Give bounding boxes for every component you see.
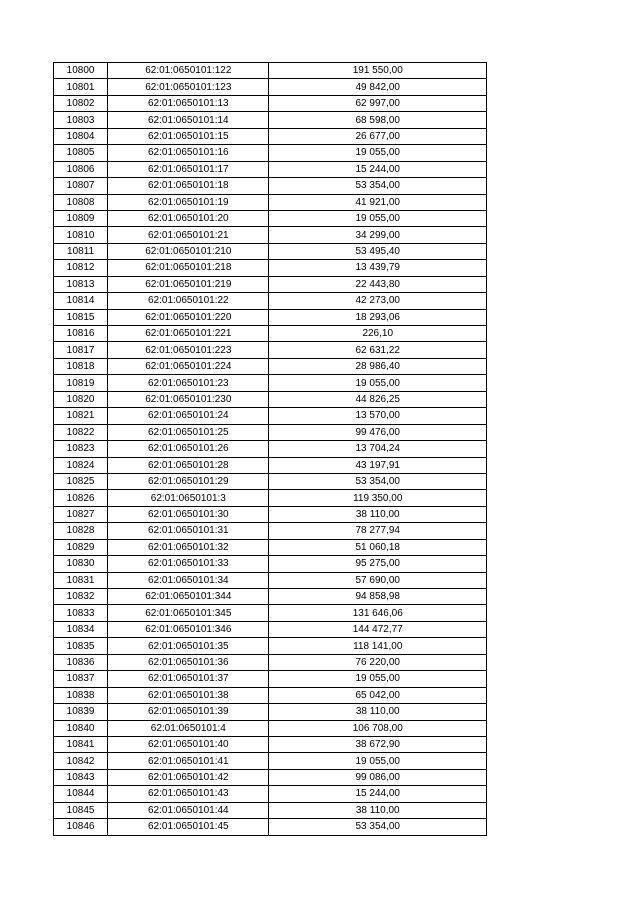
row-number-cell: 10844 xyxy=(54,786,108,802)
cadastral-number-cell: 62:01:0650101:210 xyxy=(108,243,269,259)
value-cell: 191 550,00 xyxy=(269,63,487,79)
value-cell: 226,10 xyxy=(269,326,487,342)
table-row xyxy=(54,523,487,539)
cadastral-number-cell: 62:01:0650101:344 xyxy=(108,589,269,605)
cadastral-number-cell: 62:01:0650101:122 xyxy=(108,63,269,79)
cadastral-number-cell: 62:01:0650101:44 xyxy=(108,802,269,818)
cadastral-number-cell: 62:01:0650101:36 xyxy=(108,654,269,670)
table-row xyxy=(54,473,487,489)
row-number-cell: 10829 xyxy=(54,539,108,555)
cadastral-number-cell: 62:01:0650101:16 xyxy=(108,145,269,161)
value-cell: 99 476,00 xyxy=(269,424,487,440)
value-cell: 22 443,80 xyxy=(269,276,487,292)
row-number-cell: 10842 xyxy=(54,753,108,769)
cadastral-number-cell: 62:01:0650101:42 xyxy=(108,769,269,785)
table-row xyxy=(54,391,487,407)
row-number-cell: 10834 xyxy=(54,621,108,637)
row-number-cell: 10820 xyxy=(54,391,108,407)
table-row xyxy=(54,786,487,802)
row-number-cell: 10814 xyxy=(54,293,108,309)
row-number-cell: 10804 xyxy=(54,128,108,144)
value-cell: 38 110,00 xyxy=(269,704,487,720)
row-number-cell: 10836 xyxy=(54,654,108,670)
table-row xyxy=(54,309,487,325)
value-cell: 95 275,00 xyxy=(269,556,487,572)
row-number-cell: 10823 xyxy=(54,441,108,457)
table-row xyxy=(54,539,487,555)
value-cell: 38 110,00 xyxy=(269,506,487,522)
value-cell: 34 299,00 xyxy=(269,227,487,243)
row-number-cell: 10821 xyxy=(54,408,108,424)
row-number-cell: 10835 xyxy=(54,638,108,654)
table-row xyxy=(54,375,487,391)
row-number-cell: 10825 xyxy=(54,473,108,489)
value-cell: 65 042,00 xyxy=(269,687,487,703)
value-cell: 131 646,06 xyxy=(269,605,487,621)
table-row xyxy=(54,227,487,243)
row-number-cell: 10837 xyxy=(54,671,108,687)
row-number-cell: 10815 xyxy=(54,309,108,325)
row-number-cell: 10830 xyxy=(54,556,108,572)
cadastral-number-cell: 62:01:0650101:45 xyxy=(108,819,269,835)
cadastral-number-cell: 62:01:0650101:18 xyxy=(108,178,269,194)
table-row xyxy=(54,210,487,226)
value-cell: 76 220,00 xyxy=(269,654,487,670)
value-cell: 78 277,94 xyxy=(269,523,487,539)
row-number-cell: 10807 xyxy=(54,178,108,194)
table-row xyxy=(54,605,487,621)
value-cell: 53 354,00 xyxy=(269,819,487,835)
row-number-cell: 10803 xyxy=(54,112,108,128)
row-number-cell: 10824 xyxy=(54,457,108,473)
row-number-cell: 10832 xyxy=(54,589,108,605)
cadastral-number-cell: 62:01:0650101:31 xyxy=(108,523,269,539)
row-number-cell: 10813 xyxy=(54,276,108,292)
value-cell: 19 055,00 xyxy=(269,145,487,161)
table-row xyxy=(54,638,487,654)
row-number-cell: 10841 xyxy=(54,736,108,752)
table-row xyxy=(54,194,487,210)
table-row xyxy=(54,243,487,259)
table-row xyxy=(54,178,487,194)
table-row xyxy=(54,621,487,637)
value-cell: 53 354,00 xyxy=(269,178,487,194)
cadastral-number-cell: 62:01:0650101:4 xyxy=(108,720,269,736)
table-row xyxy=(54,358,487,374)
cadastral-number-cell: 62:01:0650101:24 xyxy=(108,408,269,424)
value-cell: 28 986,40 xyxy=(269,358,487,374)
cadastral-number-cell: 62:01:0650101:32 xyxy=(108,539,269,555)
value-cell: 118 141,00 xyxy=(269,638,487,654)
cadastral-number-cell: 62:01:0650101:218 xyxy=(108,260,269,276)
row-number-cell: 10816 xyxy=(54,326,108,342)
row-number-cell: 10822 xyxy=(54,424,108,440)
value-cell: 13 704,24 xyxy=(269,441,487,457)
table-row xyxy=(54,408,487,424)
row-number-cell: 10805 xyxy=(54,145,108,161)
value-cell: 19 055,00 xyxy=(269,753,487,769)
table-row xyxy=(54,63,487,79)
row-number-cell: 10811 xyxy=(54,243,108,259)
cadastral-number-cell: 62:01:0650101:345 xyxy=(108,605,269,621)
cadastral-number-cell: 62:01:0650101:39 xyxy=(108,704,269,720)
value-cell: 15 244,00 xyxy=(269,161,487,177)
value-cell: 44 826,25 xyxy=(269,391,487,407)
cadastral-number-cell: 62:01:0650101:17 xyxy=(108,161,269,177)
row-number-cell: 10846 xyxy=(54,819,108,835)
table-row xyxy=(54,441,487,457)
table-body xyxy=(54,63,487,836)
row-number-cell: 10818 xyxy=(54,358,108,374)
table-row xyxy=(54,457,487,473)
cadastral-number-cell: 62:01:0650101:22 xyxy=(108,293,269,309)
row-number-cell: 10827 xyxy=(54,506,108,522)
value-cell: 26 677,00 xyxy=(269,128,487,144)
table-row xyxy=(54,556,487,572)
row-number-cell: 10838 xyxy=(54,687,108,703)
row-number-cell: 10831 xyxy=(54,572,108,588)
row-number-cell: 10843 xyxy=(54,769,108,785)
cadastral-number-cell: 62:01:0650101:26 xyxy=(108,441,269,457)
value-cell: 51 060,18 xyxy=(269,539,487,555)
table-row xyxy=(54,276,487,292)
row-number-cell: 10809 xyxy=(54,210,108,226)
value-cell: 19 055,00 xyxy=(269,671,487,687)
table-row xyxy=(54,145,487,161)
table-row xyxy=(54,79,487,95)
value-cell: 53 495,40 xyxy=(269,243,487,259)
cadastral-number-cell: 62:01:0650101:38 xyxy=(108,687,269,703)
cadastral-number-cell: 62:01:0650101:34 xyxy=(108,572,269,588)
row-number-cell: 10845 xyxy=(54,802,108,818)
value-cell: 57 690,00 xyxy=(269,572,487,588)
row-number-cell: 10808 xyxy=(54,194,108,210)
cadastral-number-cell: 62:01:0650101:230 xyxy=(108,391,269,407)
value-cell: 13 570,00 xyxy=(269,408,487,424)
value-cell: 19 055,00 xyxy=(269,375,487,391)
cadastral-number-cell: 62:01:0650101:37 xyxy=(108,671,269,687)
table-row xyxy=(54,161,487,177)
value-cell: 42 273,00 xyxy=(269,293,487,309)
row-number-cell: 10840 xyxy=(54,720,108,736)
table-row xyxy=(54,572,487,588)
table-row xyxy=(54,128,487,144)
table-row xyxy=(54,326,487,342)
cadastral-number-cell: 62:01:0650101:219 xyxy=(108,276,269,292)
cadastral-number-cell: 62:01:0650101:13 xyxy=(108,95,269,111)
cadastral-number-cell: 62:01:0650101:25 xyxy=(108,424,269,440)
row-number-cell: 10801 xyxy=(54,79,108,95)
cadastral-number-cell: 62:01:0650101:3 xyxy=(108,490,269,506)
cadastral-number-cell: 62:01:0650101:223 xyxy=(108,342,269,358)
value-cell: 49 842,00 xyxy=(269,79,487,95)
table-row xyxy=(54,753,487,769)
cadastral-number-cell: 62:01:0650101:19 xyxy=(108,194,269,210)
value-cell: 19 055,00 xyxy=(269,210,487,226)
cadastral-number-cell: 62:01:0650101:123 xyxy=(108,79,269,95)
row-number-cell: 10802 xyxy=(54,95,108,111)
value-cell: 94 858,98 xyxy=(269,589,487,605)
table-row xyxy=(54,490,487,506)
value-cell: 15 244,00 xyxy=(269,786,487,802)
value-cell: 13 439,79 xyxy=(269,260,487,276)
cadastral-number-cell: 62:01:0650101:33 xyxy=(108,556,269,572)
cadastral-number-cell: 62:01:0650101:220 xyxy=(108,309,269,325)
data-table xyxy=(53,62,487,836)
row-number-cell: 10819 xyxy=(54,375,108,391)
cadastral-number-cell: 62:01:0650101:40 xyxy=(108,736,269,752)
cadastral-number-cell: 62:01:0650101:35 xyxy=(108,638,269,654)
cadastral-number-cell: 62:01:0650101:29 xyxy=(108,473,269,489)
row-number-cell: 10806 xyxy=(54,161,108,177)
value-cell: 41 921,00 xyxy=(269,194,487,210)
table-row xyxy=(54,819,487,835)
value-cell: 119 350,00 xyxy=(269,490,487,506)
table-row xyxy=(54,112,487,128)
row-number-cell: 10800 xyxy=(54,63,108,79)
value-cell: 38 110,00 xyxy=(269,802,487,818)
cadastral-number-cell: 62:01:0650101:14 xyxy=(108,112,269,128)
table-row xyxy=(54,704,487,720)
table-row xyxy=(54,769,487,785)
row-number-cell: 10810 xyxy=(54,227,108,243)
value-cell: 43 197,91 xyxy=(269,457,487,473)
value-cell: 99 086,00 xyxy=(269,769,487,785)
value-cell: 106 708,00 xyxy=(269,720,487,736)
table-row xyxy=(54,802,487,818)
table-row xyxy=(54,687,487,703)
cadastral-number-cell: 62:01:0650101:15 xyxy=(108,128,269,144)
table-row xyxy=(54,293,487,309)
table-row xyxy=(54,424,487,440)
table-row xyxy=(54,506,487,522)
table-row xyxy=(54,720,487,736)
cadastral-number-cell: 62:01:0650101:23 xyxy=(108,375,269,391)
cadastral-number-cell: 62:01:0650101:21 xyxy=(108,227,269,243)
table-row xyxy=(54,95,487,111)
value-cell: 62 997,00 xyxy=(269,95,487,111)
value-cell: 38 672,90 xyxy=(269,736,487,752)
cadastral-number-cell: 62:01:0650101:20 xyxy=(108,210,269,226)
value-cell: 62 631,22 xyxy=(269,342,487,358)
row-number-cell: 10828 xyxy=(54,523,108,539)
table-row xyxy=(54,589,487,605)
row-number-cell: 10812 xyxy=(54,260,108,276)
value-cell: 68 598,00 xyxy=(269,112,487,128)
cadastral-number-cell: 62:01:0650101:43 xyxy=(108,786,269,802)
cadastral-number-cell: 62:01:0650101:221 xyxy=(108,326,269,342)
cadastral-number-cell: 62:01:0650101:28 xyxy=(108,457,269,473)
row-number-cell: 10839 xyxy=(54,704,108,720)
table-row xyxy=(54,654,487,670)
table-row xyxy=(54,260,487,276)
row-number-cell: 10817 xyxy=(54,342,108,358)
value-cell: 144 472,77 xyxy=(269,621,487,637)
value-cell: 53 354,00 xyxy=(269,473,487,489)
row-number-cell: 10826 xyxy=(54,490,108,506)
value-cell: 18 293,06 xyxy=(269,309,487,325)
table-row xyxy=(54,671,487,687)
table-row xyxy=(54,342,487,358)
cadastral-number-cell: 62:01:0650101:224 xyxy=(108,358,269,374)
cadastral-number-cell: 62:01:0650101:30 xyxy=(108,506,269,522)
table-row xyxy=(54,736,487,752)
cadastral-number-cell: 62:01:0650101:41 xyxy=(108,753,269,769)
row-number-cell: 10833 xyxy=(54,605,108,621)
cadastral-number-cell: 62:01:0650101:346 xyxy=(108,621,269,637)
